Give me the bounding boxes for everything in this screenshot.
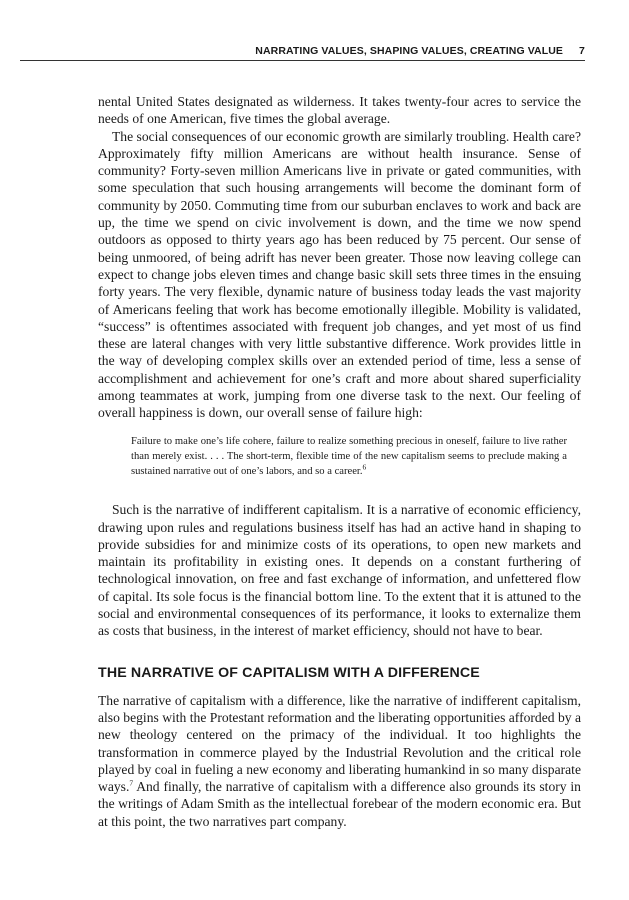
running-header (20, 44, 585, 61)
page-body (98, 93, 581, 830)
section-heading: THE NARRATIVE OF CAPITALISM WITH A DIFFERENCE (98, 664, 480, 681)
footnote-marker: 7 (129, 778, 134, 788)
footnote-marker: 6 (362, 462, 367, 472)
block-quote-text: Failure to make one’s life cohere, failure to realize something precious in oneself, failure to live rather than merely exist. . . . The short-term, flexible time of the new capitalism seems to preclude making a sustained narrative out of one’s labors, and so a career. (131, 435, 567, 478)
section-paragraph-text-cont: And finally, the narrative of capitalism with a difference also grounds its story in the writings of Adam Smith as the intellectual forebear of the modern economic era. But at this point, the two narratives part company. (98, 779, 581, 829)
body-paragraph-continued: nental United States designated as wilderness. It takes twenty-four acres to service the needs of one American, five times the global average. (98, 94, 581, 127)
page-number: 7 (579, 45, 585, 57)
body-paragraph-indifferent-capitalism: Such is the narrative of indifferent capitalism. It is a narrative of economic efficiency, drawing upon rules and regulations business itself has had an active hand in shaping to provide subsidies for and minimize costs of its operations, to open new markets and maintain its profitability in existing ones. It depends on a constant furthering of technological innovation, on free and fast exchange of information, and unfettered flow of capital. Its sole focus is the financial bottom line. To the extent that it is attuned to the social and environmental consequences of its performance, it looks to externalize them as costs that business, in the interest of market efficiency, should not have to bear. (98, 502, 581, 639)
body-paragraph-capitalism-with-difference (98, 692, 581, 830)
body-paragraph-social-consequences: The social consequences of our economic growth are similarly troubling. Health care? Approximately fifty million Americans are without health insurance. Sense of community? Forty-seven million Americans live in private or gated communities, with some speculation that such housing arrangements will become the dominant form of community by 2050. Commuting time from our suburban enclaves to work and back are up, the time we spend on civic involvement is down, and the time we now spend outdoors as opposed to thirty years ago has been reduced by 75 percent. Our sense of being unmoored, of being adrift has never been greater. Those now leaving college can expect to change jobs eleven times and change basic skill sets three times in the ensuing forty years. The very flexible, dynamic nature of business today leads the vast majority of Americans feeling that work has become emotionally illegible. Mobility is validated, “success” is oftentimes associated with frequent job changes, and yet most of us find these are lateral changes with very little substantive difference. Work provides little in the way of developing complex skills over an extended period of time, less a sense of accomplishment and achievement for one’s craft and more about shared superficiality among teammates at work, jumping from one diverse task to the next. Our feeling of overall happiness is down, our overall sense of failure high: (98, 128, 581, 421)
running-title: NARRATING VALUES, SHAPING VALUES, CREATING VALUE (255, 45, 564, 57)
section-paragraph-text: The narrative of capitalism with a difference, like the narrative of indifferent capitalism, also begins with the Protestant reformation and the liberating opportunities afforded by a new theology centered on the primacy of the individual. It too highlights the transformation in commerce played by the Industrial Revolution and the critical role played by coal in fueling a new economy and liberating humankind in so many disparate ways. (98, 692, 581, 795)
block-quote (131, 434, 567, 480)
